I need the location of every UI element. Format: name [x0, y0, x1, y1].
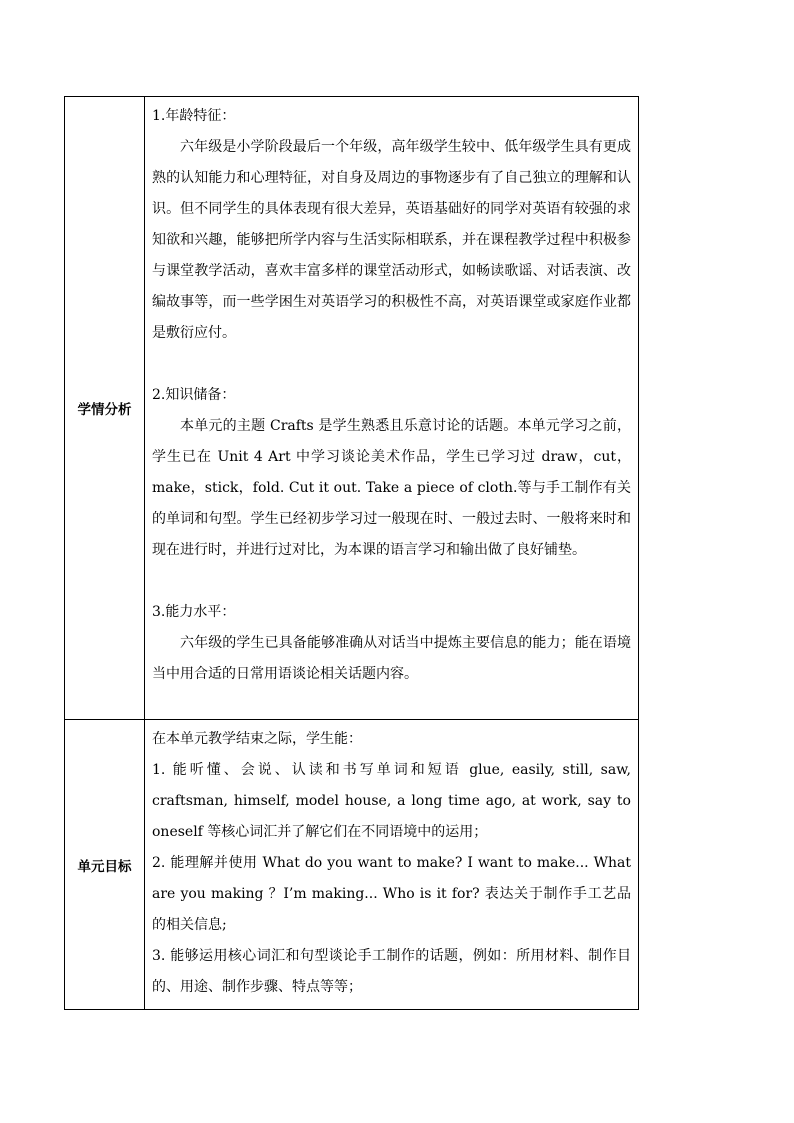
ability-level-text: 六年级的学生已具备能够准确从对话当中提炼主要信息的能力；能在语境当中用合适的日常用语谈论相关话题内容。	[152, 635, 631, 682]
student-analysis-label: 学情分析	[65, 97, 145, 720]
unit-goals-content	[145, 720, 639, 1010]
age-characteristics-text: 六年级是小学阶段最后一个年级，高年级学生较中、低年级学生具有更成熟的认知能力和心理特征，对自身及周边的事物逐步有了自己独立的理解和认识。但不同学生的具体表现有很大差异，英语基础好的同学对英语有较强的求知欲和兴趣，能够把所学内容与生活实际相联系，并在课程教学过程中积极参与课堂教学活动，喜欢丰富多样的课堂活动形式，如畅读歌谣、对话表演、改编故事等，而一些学困生对英语学习的积极性不高，对英语课堂或家庭作业都是敷衍应付。	[152, 139, 631, 341]
knowledge-reserve-text: 本单元的主题 Crafts 是学生熟悉且乐意讨论的话题。本单元学习之前，学生已在 Unit 4 Art 中学习谈论美术作品，学生已学习过 draw，cut，make，stick，fold. Cut it out. Take a piece of cloth.等与手工制作有关的单词和句型。学生已经初步学习过一般现在时、一般过去时、一般将来时和现在进行时，并进行过对比，为本课的语言学习和输出做了良好铺垫。	[152, 418, 631, 558]
knowledge-reserve-heading: 2.知识储备：	[152, 387, 236, 403]
unit-goals-intro: 在本单元教学结束之际，学生能：	[152, 731, 362, 747]
lesson-plan-table	[64, 96, 639, 1010]
unit-goal-item: 2. 能理解并使用 What do you want to make? I want to make... What are you making ？I’m making... Who is it for? 表达关于制作手工艺品的相关信息;	[152, 855, 631, 933]
age-characteristics-heading: 1.年龄特征：	[152, 108, 236, 124]
unit-goal-item: 1. 能听懂、会说、认读和书写单词和短语 glue, easily, still, saw, craftsman, himself, model house, a long time ago, at work, say to oneself 等核心词汇并了解它们在不同语境中的运用；	[152, 762, 631, 840]
unit-goals-row	[65, 720, 639, 1010]
student-analysis-row	[65, 97, 639, 720]
student-analysis-content	[145, 97, 639, 720]
unit-goal-item: 3. 能够运用核心词汇和句型谈论手工制作的话题，例如：所用材料、制作目的、用途、制作步骤、特点等等；	[152, 948, 631, 995]
spacer	[152, 566, 631, 597]
ability-level-heading: 3.能力水平：	[152, 604, 236, 620]
spacer	[152, 349, 631, 380]
unit-goals-label: 单元目标	[65, 720, 145, 1010]
